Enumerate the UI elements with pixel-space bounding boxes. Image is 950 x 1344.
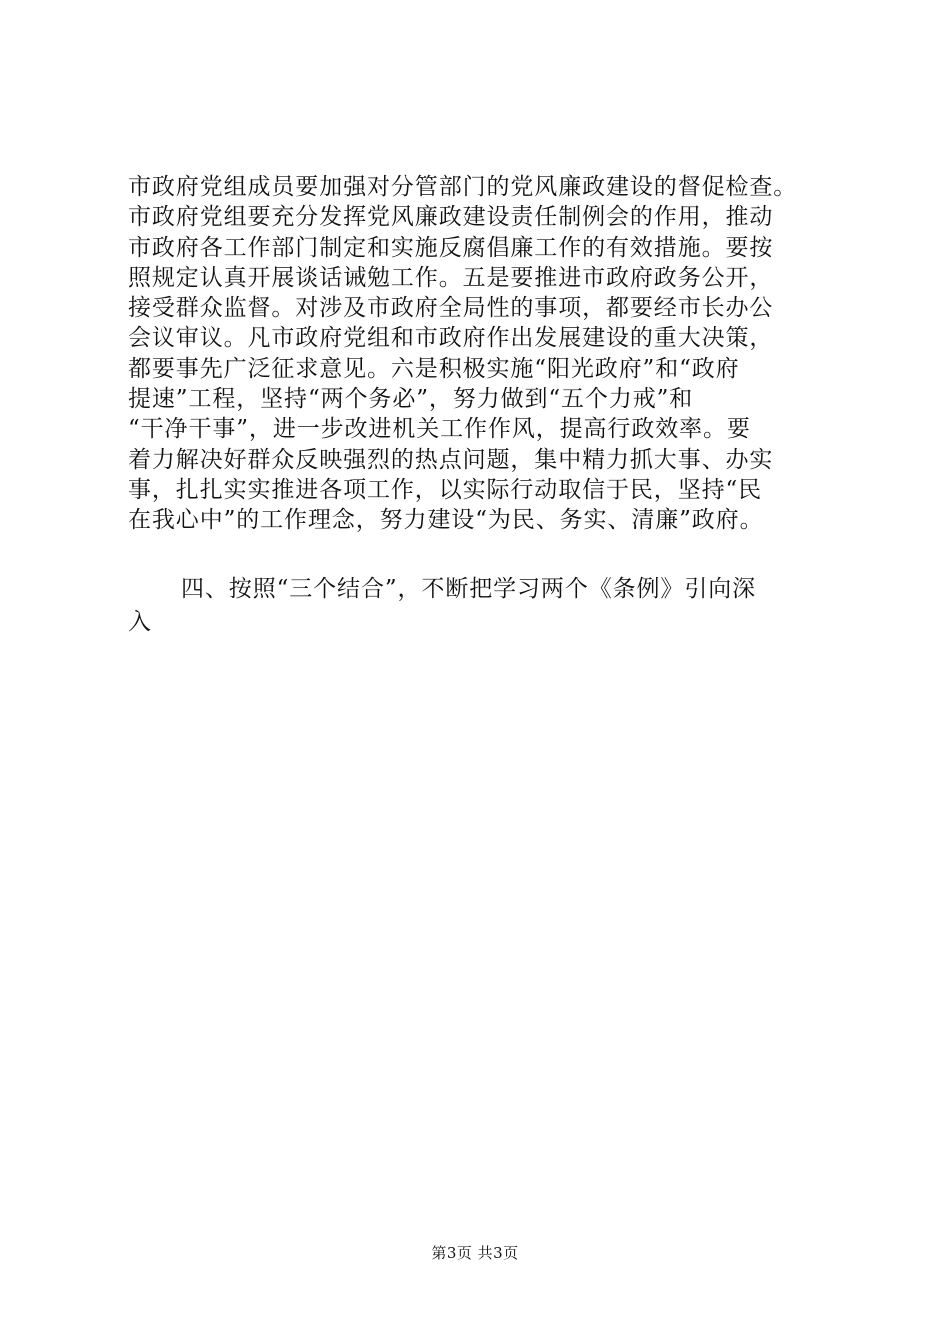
section-heading-line: 入 bbox=[128, 609, 152, 635]
paragraph-line: 市政府各工作部门制定和实施反腐倡廉工作的有效措施。要按 bbox=[128, 234, 774, 261]
body-paragraph bbox=[128, 172, 848, 536]
section-heading bbox=[128, 573, 848, 639]
page-number-footer: 第3页 共3页 bbox=[431, 1244, 519, 1262]
paragraph-line: 接受群众监督。对涉及市政府全局性的事项，都要经市长办公 bbox=[128, 295, 774, 322]
paragraph-line: 着力解决好群众反映强烈的热点问题，集中精力抓大事、办实 bbox=[128, 446, 774, 473]
paragraph-line: 市政府党组成员要加强对分管部门的党风廉政建设的督促检查。 bbox=[128, 174, 798, 200]
paragraph-line: 都要事先广泛征求意见。六是积极实施“阳光政府”和“政府 bbox=[128, 355, 740, 382]
paragraph-line: 市政府党组要充分发挥党风廉政建设责任制例会的作用，推动 bbox=[128, 204, 774, 231]
paragraph-line: 提速”工程，坚持“两个务必”，努力做到“五个力戒”和 bbox=[128, 386, 694, 413]
section-heading-line: 四、按照“三个结合”，不断把学习两个《条例》引向深 bbox=[181, 576, 757, 602]
paragraph-line: 会议审议。凡市政府党组和市政府作出发展建设的重大决策， bbox=[128, 325, 774, 352]
paragraph-line: 事，扎扎实实推进各项工作，以实际行动取信于民，坚持“民 bbox=[128, 476, 763, 503]
paragraph-line: 在我心中”的工作理念，努力建设“为民、务实、清廉”政府。 bbox=[128, 507, 764, 534]
paragraph-line: “干净干事”，进一步改进机关工作作风，提高行政效率。要 bbox=[128, 416, 751, 443]
paragraph-line: 照规定认真开展谈话诫勉工作。五是要推进市政府政务公开， bbox=[128, 264, 774, 291]
